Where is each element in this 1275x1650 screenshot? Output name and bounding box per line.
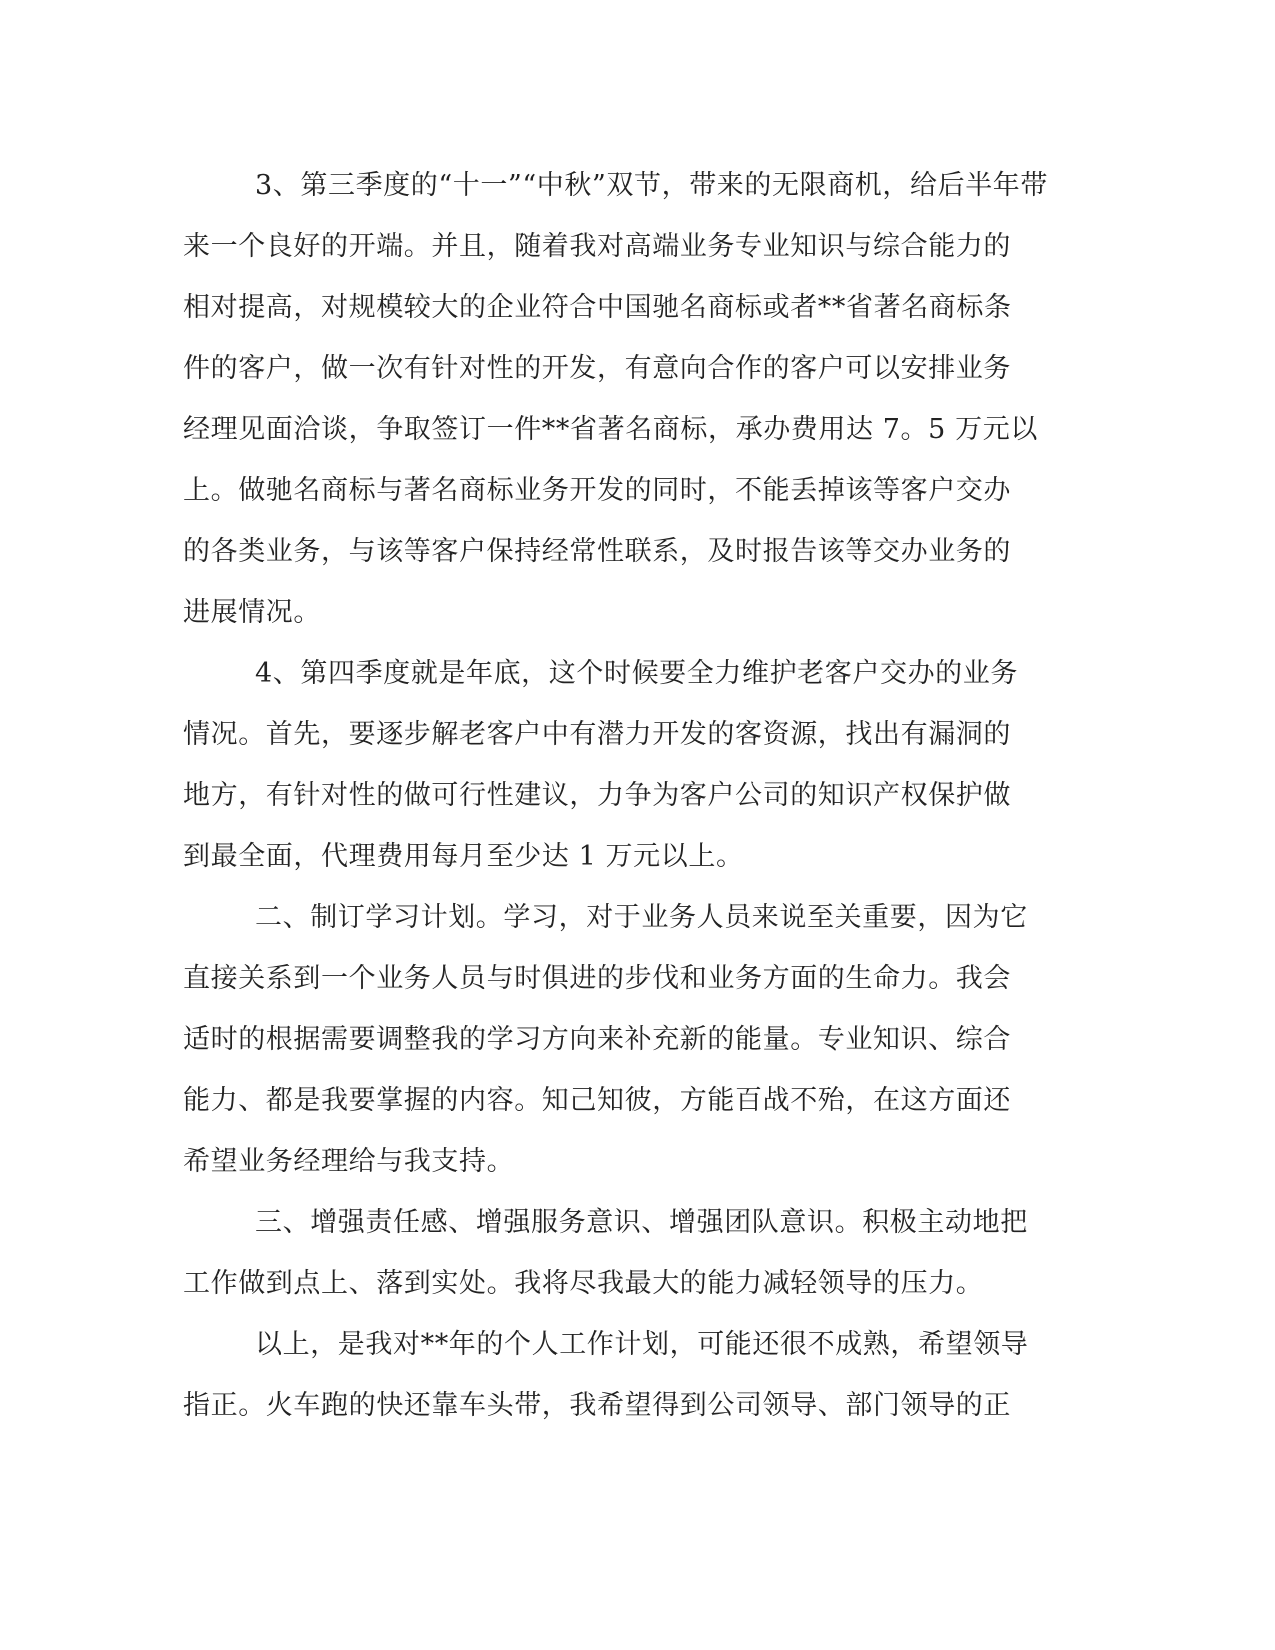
paragraph-3-line-8: 进展情况。 xyxy=(183,597,321,628)
paragraph-4-line-1: 4、第四季度就是年底，这个时候要全力维护老客户交办的业务 xyxy=(255,658,1018,689)
paragraph-3-line-4: 件的客户，做一次有针对性的开发，有意向合作的客户可以安排业务 xyxy=(183,353,1011,384)
study-plan-line-5: 希望业务经理给与我支持。 xyxy=(183,1146,515,1177)
study-plan-line-3: 适时的根据需要调整我的学习方向来补充新的能量。专业知识、综合 xyxy=(183,1024,1011,1055)
document-body xyxy=(183,155,1055,1436)
study-plan-line-4: 能力、都是我要掌握的内容。知己知彼，方能百战不殆，在这方面还 xyxy=(183,1085,1011,1116)
closing-line-1: 以上，是我对**年的个人工作计划，可能还很不成熟，希望领导 xyxy=(255,1329,1029,1360)
study-plan-line-2: 直接关系到一个业务人员与时俱进的步伐和业务方面的生命力。我会 xyxy=(183,963,1011,994)
paragraph-4-line-2: 情况。首先，要逐步解老客户中有潜力开发的客资源，找出有漏洞的 xyxy=(183,719,1011,750)
paragraph-4-line-3: 地方，有针对性的做可行性建议，力争为客户公司的知识产权保护做 xyxy=(183,780,1011,811)
paragraph-3-line-6: 上。做驰名商标与著名商标业务开发的同时，不能丢掉该等客户交办 xyxy=(183,475,1011,506)
paragraph-3-line-3: 相对提高，对规模较大的企业符合中国驰名商标或者**省著名商标条 xyxy=(183,292,1012,323)
paragraph-3-line-2: 来一个良好的开端。并且，随着我对高端业务专业知识与综合能力的 xyxy=(183,231,1011,262)
paragraph-3-line-7: 的各类业务，与该等客户保持经常性联系，及时报告该等交办业务的 xyxy=(183,536,1011,567)
closing-line-2: 指正。火车跑的快还靠车头带，我希望得到公司领导、部门领导的正 xyxy=(183,1390,1011,1421)
study-plan-line-1: 二、制订学习计划。学习，对于业务人员来说至关重要，因为它 xyxy=(255,902,1028,933)
paragraph-3-line-5: 经理见面洽谈，争取签订一件**省著名商标，承办费用达 7。5 万元以 xyxy=(183,414,1038,445)
paragraph-3-line-1: 3、第三季度的“十一”“中秋”双节，带来的无限商机，给后半年带 xyxy=(255,170,1048,201)
responsibility-line-2: 工作做到点上、落到实处。我将尽我最大的能力减轻领导的压力。 xyxy=(183,1268,984,1299)
paragraph-4-line-4: 到最全面，代理费用每月至少达 1 万元以上。 xyxy=(183,841,744,872)
responsibility-line-1: 三、增强责任感、增强服务意识、增强团队意识。积极主动地把 xyxy=(255,1207,1028,1238)
